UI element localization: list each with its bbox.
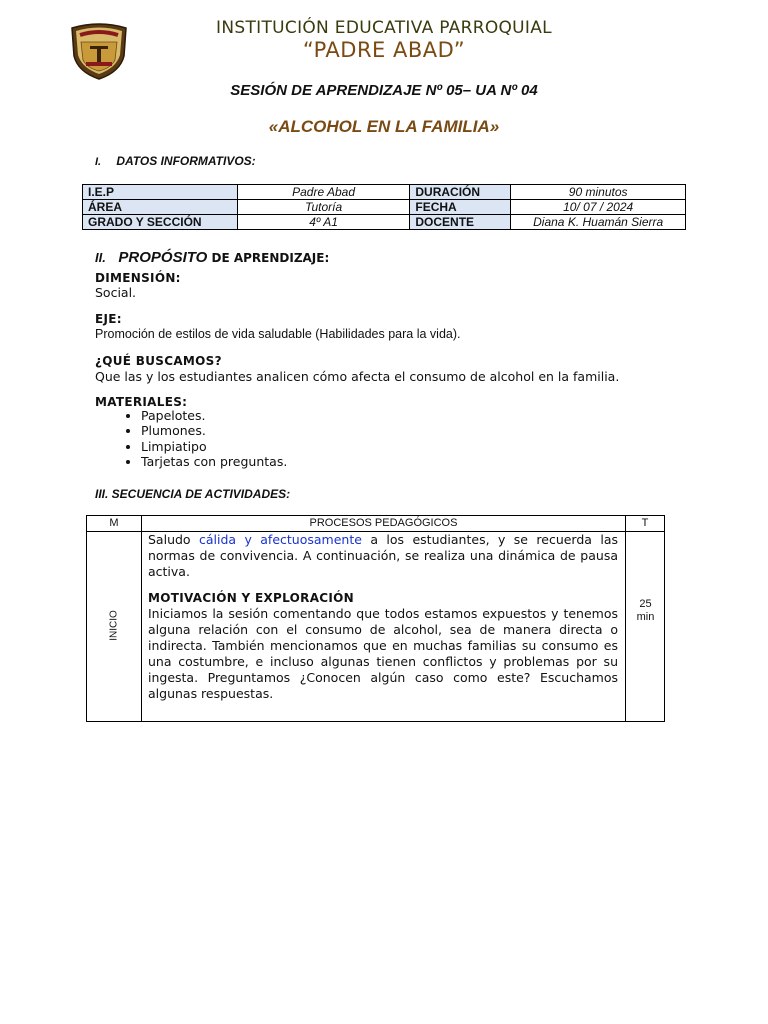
column-divider xyxy=(141,516,142,721)
materiales-label: MATERIALES: xyxy=(95,395,188,409)
paragraph-motivation: Iniciamos la sesión comentando que todos estamos expuestos y tenemos alguna relación con el consumo de alcohol, sea de manera directa o indirecta. También mencionamos que en muchas familias su consumo es una costumbre, e incluso algunas tienen conflictos y problemas por su ingesta. Preguntamos ¿Conocen algún caso como este? Escuchamos algunas respuestas. xyxy=(148,606,618,701)
info-label: DURACIÓN xyxy=(410,185,511,200)
info-value: 4º A1 xyxy=(237,215,410,230)
table-row xyxy=(83,185,686,200)
info-value: Tutoría xyxy=(237,200,410,215)
buscamos-value: Que las y los estudiantes analicen cómo afecta el consumo de alcohol en la familia. xyxy=(95,369,620,384)
stage-cell xyxy=(87,532,141,721)
header-procesos: PROCESOS PEDAGÓGICOS xyxy=(309,517,458,529)
info-label: ÁREA xyxy=(83,200,238,215)
list-item: • Tarjetas con preguntas. xyxy=(141,454,287,469)
section-2-title-rest: DE APRENDIZAJE: xyxy=(207,251,330,265)
header-m: M xyxy=(109,517,119,529)
section-1-number: I. xyxy=(95,156,102,168)
list-item: • Papelotes. xyxy=(141,408,287,423)
buscamos-label: ¿QUÉ BUSCAMOS? xyxy=(95,354,222,368)
activities-header-row xyxy=(87,516,664,532)
theme-title: «ALCOHOL EN LA FAMILIA» xyxy=(268,117,500,136)
greeting-text: Saludo xyxy=(148,532,199,547)
time-unit: min xyxy=(636,611,655,623)
subsection-title: MOTIVACIÓN Y EXPLORACIÓN xyxy=(148,591,355,605)
institution-name: INSTITUCIÓN EDUCATIVA PARROQUIAL xyxy=(216,18,552,38)
info-label: GRADO Y SECCIÓN xyxy=(83,215,238,230)
info-label: FECHA xyxy=(410,200,511,215)
dimension-value: Social. xyxy=(95,285,137,300)
list-item: • Limpiatipo xyxy=(141,439,287,454)
info-value: 10/ 07 / 2024 xyxy=(511,200,686,215)
highlight-text: cálida y afectuosamente xyxy=(198,532,362,547)
stage-label: INICIO xyxy=(108,610,120,641)
dimension-label: DIMENSIÓN: xyxy=(95,271,181,285)
activities-table xyxy=(86,515,665,722)
section-2-title-italic: PROPÓSITO xyxy=(118,249,208,266)
materials-list xyxy=(95,408,287,469)
school-name: “PADRE ABAD” xyxy=(302,38,466,62)
info-table xyxy=(82,184,686,230)
session-title: SESIÓN DE APRENDIZAJE Nº 05– UA Nº 04 xyxy=(230,82,538,99)
info-value: 90 minutos xyxy=(511,185,686,200)
time-value: 25 xyxy=(639,598,652,610)
time-cell xyxy=(627,598,664,624)
section-2-heading xyxy=(95,249,329,266)
section-3-heading: III. SECUENCIA DE ACTIVIDADES: xyxy=(95,487,291,501)
greeting-rest: a los estudiantes, y se recuerda las normas de convivencia. A continuación, se realiza una dinámica de pausa activa. xyxy=(148,532,618,579)
info-label: I.E.P xyxy=(83,185,238,200)
column-divider xyxy=(625,516,626,721)
procesos-content xyxy=(148,532,618,702)
info-label: DOCENTE xyxy=(410,215,511,230)
section-1-heading xyxy=(95,154,256,168)
info-value: Diana K. Huamán Sierra xyxy=(511,215,686,230)
eje-label: EJE: xyxy=(95,312,122,326)
table-row xyxy=(83,215,686,230)
info-value: Padre Abad xyxy=(237,185,410,200)
header-t: T xyxy=(641,517,649,529)
table-row xyxy=(83,200,686,215)
section-1-title: DATOS INFORMATIVOS: xyxy=(116,154,256,168)
paragraph-greeting xyxy=(148,532,618,580)
section-2-number: II. xyxy=(95,250,106,265)
list-item: • Plumones. xyxy=(141,423,287,438)
eje-value: Promoción de estilos de vida saludable (Habilidades para la vida). xyxy=(95,327,461,341)
